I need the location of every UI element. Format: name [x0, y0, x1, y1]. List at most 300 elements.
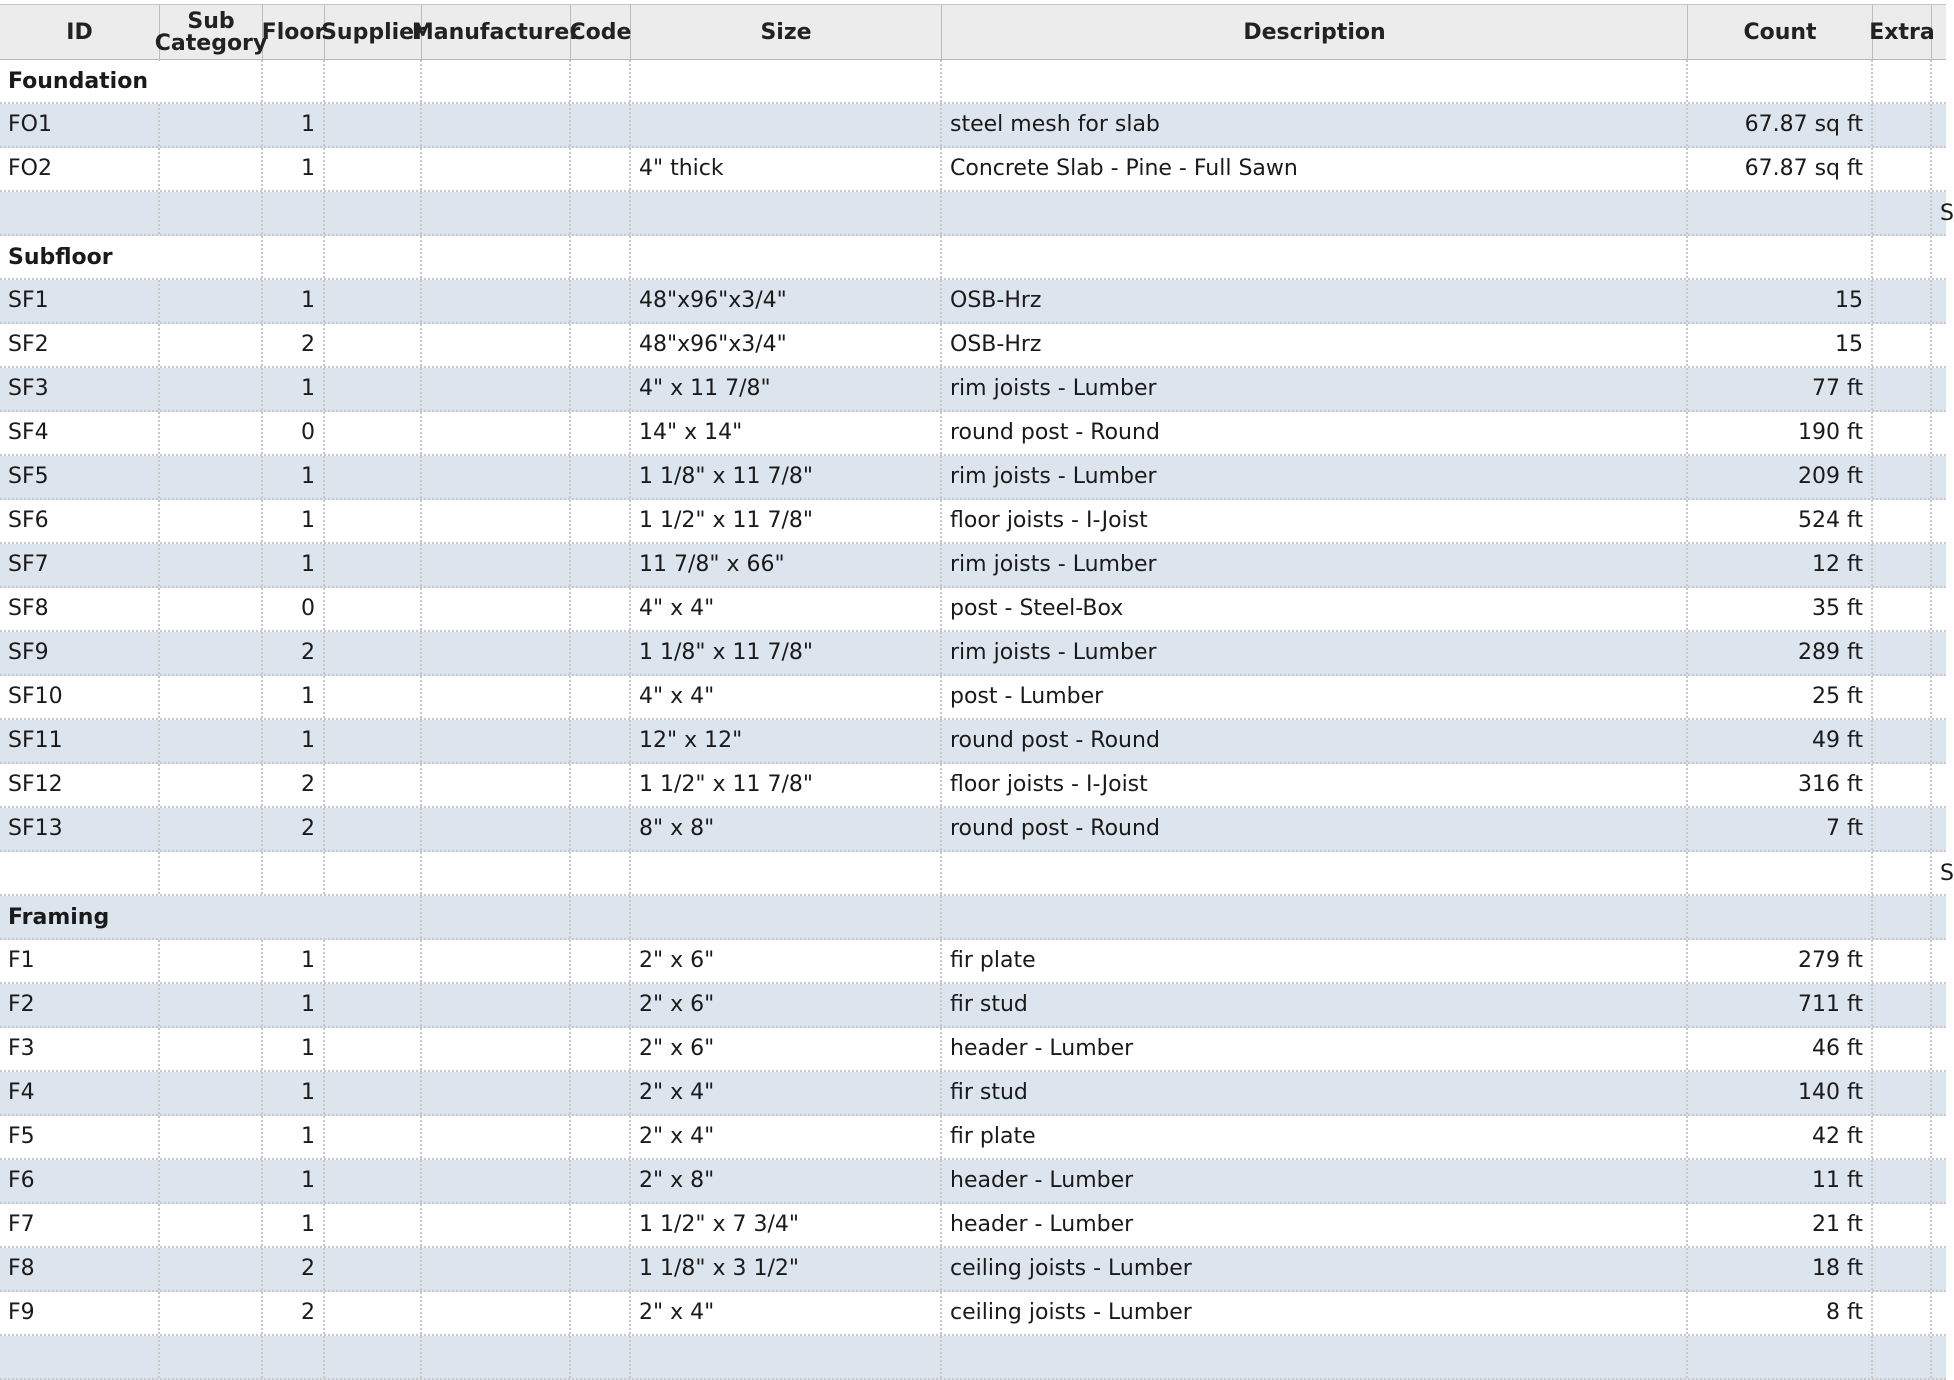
cell-id: SF7 [0, 544, 160, 586]
cell-description: fir stud [942, 1072, 1688, 1114]
cell-supplier [325, 192, 422, 234]
cell-extra [1873, 588, 1932, 630]
cell-floor [263, 1336, 325, 1378]
cell-code [571, 368, 631, 410]
cell-floor: 1 [263, 456, 325, 498]
cell-floor: 1 [263, 544, 325, 586]
cell-extra [1873, 1336, 1932, 1378]
cell-code [571, 940, 631, 982]
cell-supplier [325, 368, 422, 410]
cell-description: ceiling joists - Lumber [942, 1248, 1688, 1290]
cell-sub-category [160, 808, 263, 850]
cell-extra [1873, 324, 1932, 366]
cell-id: FO1 [0, 104, 160, 146]
cell-size: 12" x 12" [631, 720, 942, 762]
cell-code [571, 1204, 631, 1246]
cell-sub-category [160, 412, 263, 454]
cell-extra [1873, 852, 1932, 894]
cell-manufacturer [422, 896, 571, 938]
cell-code [571, 632, 631, 674]
cell-floor: 1 [263, 368, 325, 410]
cell-count [1688, 896, 1873, 938]
cell-description: header - Lumber [942, 1160, 1688, 1202]
cell-count: 711 ft [1688, 984, 1873, 1026]
cell-size: 1 1/8" x 11 7/8" [631, 632, 942, 674]
cell-description: steel mesh for slab [942, 104, 1688, 146]
table-row[interactable] [0, 1204, 1946, 1248]
cell-supplier [325, 1116, 422, 1158]
cell-size: 48"x96"x3/4" [631, 280, 942, 322]
cell-extra [1873, 1072, 1932, 1114]
cell-manufacturer [422, 1336, 571, 1378]
cell-description: OSB-Hrz [942, 324, 1688, 366]
cell-size [631, 1336, 942, 1378]
cell-manufacturer [422, 1116, 571, 1158]
cell-count: 25 ft [1688, 676, 1873, 718]
cell-extra [1873, 632, 1932, 674]
cell-count: 7 ft [1688, 808, 1873, 850]
table-row[interactable] [0, 104, 1946, 148]
cell-count: 35 ft [1688, 588, 1873, 630]
table-row[interactable] [0, 1248, 1946, 1292]
cell-manufacturer [422, 412, 571, 454]
cell-size: 2" x 6" [631, 940, 942, 982]
cell-count: 524 ft [1688, 500, 1873, 542]
cell-code [571, 1160, 631, 1202]
blank-row[interactable] [0, 852, 1954, 896]
cell-size: 48"x96"x3/4" [631, 324, 942, 366]
cell-extra [1873, 720, 1932, 762]
cell-manufacturer [422, 588, 571, 630]
column-header-manufacturer[interactable]: Manufacturer [422, 5, 571, 61]
cell-size: 1 1/2" x 7 3/4" [631, 1204, 942, 1246]
cell-id: SF3 [0, 368, 160, 410]
cell-sub-category [160, 280, 263, 322]
cell-count [1688, 192, 1873, 234]
cell-manufacturer [422, 456, 571, 498]
table-row[interactable] [0, 808, 1946, 852]
table-row[interactable] [0, 456, 1946, 500]
table-row[interactable] [0, 764, 1946, 808]
cell-id: F3 [0, 1028, 160, 1070]
cell-code [571, 1116, 631, 1158]
cell-count [1688, 60, 1873, 102]
cell-id: SF10 [0, 676, 160, 718]
cell-supplier [325, 984, 422, 1026]
cell-size: 1 1/8" x 11 7/8" [631, 456, 942, 498]
cell-count: 316 ft [1688, 764, 1873, 806]
cell-supplier [325, 456, 422, 498]
cell-supplier [325, 676, 422, 718]
cell-size: 4" x 4" [631, 588, 942, 630]
cell-id: F4 [0, 1072, 160, 1114]
cell-extra [1873, 412, 1932, 454]
cell-size [631, 60, 942, 102]
cell-floor: 2 [263, 1292, 325, 1334]
cell-manufacturer [422, 808, 571, 850]
cell-supplier [325, 720, 422, 762]
cell-supplier [325, 896, 422, 938]
cell-sub-category [160, 1336, 263, 1378]
cell-count: 279 ft [1688, 940, 1873, 982]
table-header [0, 4, 1946, 60]
cell-manufacturer [422, 236, 571, 278]
section-label: Subfloor [8, 244, 113, 270]
blank-row[interactable] [0, 192, 1954, 236]
cell-code [571, 280, 631, 322]
cell-manufacturer [422, 676, 571, 718]
cell-count: 11 ft [1688, 1160, 1873, 1202]
cell-id [0, 1336, 160, 1378]
cell-floor: 2 [263, 324, 325, 366]
column-header-size[interactable]: Size [631, 5, 942, 61]
cell-code [571, 676, 631, 718]
cell-supplier [325, 1204, 422, 1246]
cell-manufacturer [422, 720, 571, 762]
cell-size [631, 104, 942, 146]
cell-count: 18 ft [1688, 1248, 1873, 1290]
cell-extra [1873, 104, 1932, 146]
cell-count [1688, 852, 1873, 894]
cell-sub-category [160, 1248, 263, 1290]
cell-manufacturer [422, 764, 571, 806]
cell-description [942, 192, 1688, 234]
table-row[interactable] [0, 984, 1946, 1028]
cell-count: 15 [1688, 280, 1873, 322]
cell-code [571, 500, 631, 542]
section-label: Framing [0, 896, 333, 938]
column-header-code[interactable]: Code [571, 5, 631, 61]
cell-count: 190 ft [1688, 412, 1873, 454]
cell-floor: 2 [263, 808, 325, 850]
table-row[interactable] [0, 280, 1946, 324]
section-row[interactable] [0, 896, 1946, 940]
cell-floor: 1 [263, 148, 325, 190]
table-row[interactable] [0, 1160, 1946, 1204]
cell-extra [1873, 1160, 1932, 1202]
cell-supplier [325, 1028, 422, 1070]
cell-description: round post - Round [942, 808, 1688, 850]
cell-description: floor joists - I-Joist [942, 500, 1688, 542]
cell-manufacturer [422, 1028, 571, 1070]
cell-description: rim joists - Lumber [942, 632, 1688, 674]
cell-manufacturer [422, 368, 571, 410]
blank-row[interactable] [0, 1336, 1946, 1380]
column-header-supplier[interactable]: Supplier [325, 5, 422, 61]
cell-description: fir plate [942, 1116, 1688, 1158]
cell-code [571, 324, 631, 366]
cell-count: 77 ft [1688, 368, 1873, 410]
cell-extra [1873, 544, 1932, 586]
cell-size [631, 852, 942, 894]
cell-manufacturer [422, 544, 571, 586]
cell-count: 21 ft [1688, 1204, 1873, 1246]
cell-floor: 1 [263, 676, 325, 718]
cell-supplier [325, 632, 422, 674]
table-row[interactable] [0, 676, 1946, 720]
cell-id: SF9 [0, 632, 160, 674]
cell-code [571, 852, 631, 894]
cell-size: 2" x 4" [631, 1116, 942, 1158]
cell-description [942, 60, 1688, 102]
column-header-sub-category[interactable]: Sub Category [160, 5, 263, 61]
table-row[interactable] [0, 1072, 1946, 1116]
cell-description: rim joists - Lumber [942, 368, 1688, 410]
cell-id: SF11 [0, 720, 160, 762]
cell-extra [1873, 676, 1932, 718]
cell-supplier [325, 412, 422, 454]
cell-code [571, 1292, 631, 1334]
cell-size: 4" thick [631, 148, 942, 190]
table-row[interactable] [0, 412, 1946, 456]
cell-extra [1873, 368, 1932, 410]
cell-sub-category [160, 1204, 263, 1246]
cell-code [571, 588, 631, 630]
cell-manufacturer [422, 1072, 571, 1114]
cell-manufacturer [422, 280, 571, 322]
cell-code [571, 1028, 631, 1070]
cell-code [571, 720, 631, 762]
cell-extra [1873, 192, 1932, 234]
cell-supplier [325, 1160, 422, 1202]
cell-manufacturer [422, 324, 571, 366]
cell-sub-category [160, 764, 263, 806]
cell-manufacturer [422, 940, 571, 982]
column-header-description[interactable]: Description [942, 5, 1688, 61]
cell-manufacturer [422, 1292, 571, 1334]
cell-count: 67.87 sq ft [1688, 104, 1873, 146]
cell-id: SF5 [0, 456, 160, 498]
cell-description: round post - Round [942, 720, 1688, 762]
cell-manufacturer [422, 1204, 571, 1246]
table-row[interactable] [0, 368, 1946, 412]
cell-extra [1873, 1292, 1932, 1334]
cell-code [571, 148, 631, 190]
cell-description: floor joists - I-Joist [942, 764, 1688, 806]
cell-size: 2" x 8" [631, 1160, 942, 1202]
cell-description: post - Steel-Box [942, 588, 1688, 630]
column-header-extra[interactable]: Extra [1873, 5, 1932, 61]
cell-supplier [325, 544, 422, 586]
cell-count: 42 ft [1688, 1116, 1873, 1158]
cell-size: 8" x 8" [631, 808, 942, 850]
cell-supplier [325, 764, 422, 806]
column-header-id[interactable]: ID [0, 5, 160, 61]
section-row[interactable] [0, 60, 1946, 104]
cell-extra [1873, 984, 1932, 1026]
cell-supplier [325, 324, 422, 366]
cell-supplier [325, 1336, 422, 1378]
cell-code [571, 412, 631, 454]
cell-floor: 1 [263, 1116, 325, 1158]
cell-floor: 1 [263, 1028, 325, 1070]
cell-floor [263, 192, 325, 234]
cell-extra [1873, 456, 1932, 498]
cell-id [0, 852, 160, 894]
table-row[interactable] [0, 940, 1946, 984]
cell-floor: 0 [263, 412, 325, 454]
cell-count: 289 ft [1688, 632, 1873, 674]
cell-size [631, 896, 942, 938]
cell-description [942, 1336, 1688, 1378]
cell-size: 11 7/8" x 66" [631, 544, 942, 586]
cell-code [571, 1248, 631, 1290]
cell-size: 2" x 4" [631, 1072, 942, 1114]
cell-sub-category [160, 588, 263, 630]
cell-supplier [325, 60, 422, 102]
cell-count: 49 ft [1688, 720, 1873, 762]
cell-code [571, 764, 631, 806]
cell-id: SF13 [0, 808, 160, 850]
cell-size: 1 1/2" x 11 7/8" [631, 500, 942, 542]
column-header-count[interactable]: Count [1688, 5, 1873, 61]
cell-count: 15 [1688, 324, 1873, 366]
cell-manufacturer [422, 60, 571, 102]
cell-extra [1873, 60, 1932, 102]
cell-supplier [325, 588, 422, 630]
cell-sub-category [160, 456, 263, 498]
cell-description: round post - Round [942, 412, 1688, 454]
cell-sub-category [160, 104, 263, 146]
cell-supplier [325, 1292, 422, 1334]
cell-sub-category [160, 852, 263, 894]
cell-count: 140 ft [1688, 1072, 1873, 1114]
cell-code [571, 236, 631, 278]
cell-code [571, 1336, 631, 1378]
cell-size: 2" x 4" [631, 1292, 942, 1334]
cell-size: 1 1/2" x 11 7/8" [631, 764, 942, 806]
cell-description: Concrete Slab - Pine - Full Sawn [942, 148, 1688, 190]
cell-extra [1873, 500, 1932, 542]
cell-sub-category [160, 1292, 263, 1334]
table-row[interactable] [0, 324, 1946, 368]
cell-supplier [325, 1248, 422, 1290]
cell-floor: 1 [263, 984, 325, 1026]
cell-manufacturer [422, 984, 571, 1026]
table-row[interactable] [0, 1116, 1946, 1160]
cell-code [571, 456, 631, 498]
cell-description [942, 236, 1688, 278]
cell-manufacturer [422, 192, 571, 234]
cell-id: FO2 [0, 148, 160, 190]
cell-sub-category [160, 324, 263, 366]
cell-sub-category [160, 368, 263, 410]
cell-description: ceiling joists - Lumber [942, 1292, 1688, 1334]
cell-code [571, 104, 631, 146]
cell-code [571, 544, 631, 586]
cell-size: 2" x 6" [631, 1028, 942, 1070]
cell-supplier [325, 852, 422, 894]
cell-floor: 1 [263, 1072, 325, 1114]
cell-extra [1873, 1248, 1932, 1290]
column-header-floor[interactable]: Floor [263, 5, 325, 61]
cell-extra [1873, 280, 1932, 322]
cell-sub-category [160, 1072, 263, 1114]
clipped-column-text: S [1940, 200, 1954, 226]
cell-id: F8 [0, 1248, 160, 1290]
cell-sub-category [160, 632, 263, 674]
cell-count: 209 ft [1688, 456, 1873, 498]
cell-manufacturer [422, 1160, 571, 1202]
cell-count: 12 ft [1688, 544, 1873, 586]
cell-size: 4" x 11 7/8" [631, 368, 942, 410]
cell-supplier [325, 808, 422, 850]
cell-size: 1 1/8" x 3 1/2" [631, 1248, 942, 1290]
cell-description [942, 896, 1688, 938]
cell-count: 8 ft [1688, 1292, 1873, 1334]
cell-supplier [325, 104, 422, 146]
cell-manufacturer [422, 1248, 571, 1290]
cell-description: header - Lumber [942, 1204, 1688, 1246]
cell-id: F6 [0, 1160, 160, 1202]
cell-code [571, 808, 631, 850]
cell-supplier [325, 148, 422, 190]
cell-description [942, 852, 1688, 894]
cell-sub-category [160, 676, 263, 718]
table-row[interactable] [0, 588, 1946, 632]
table-row[interactable] [0, 720, 1946, 764]
cell-code [571, 896, 631, 938]
cell-extra [1873, 764, 1932, 806]
cell-manufacturer [422, 500, 571, 542]
table-row[interactable] [0, 1292, 1946, 1336]
cell-extra [1873, 148, 1932, 190]
table-row[interactable] [0, 632, 1946, 676]
cell-sub-category [160, 148, 263, 190]
cell-floor: 2 [263, 632, 325, 674]
cell-count: 46 ft [1688, 1028, 1873, 1070]
cell-description: post - Lumber [942, 676, 1688, 718]
cell-supplier [325, 500, 422, 542]
cell-extra [1873, 1204, 1932, 1246]
table-row[interactable] [0, 500, 1946, 544]
cell-floor: 2 [263, 1248, 325, 1290]
cell-floor: 1 [263, 280, 325, 322]
cell-extra [1873, 896, 1932, 938]
cell-code [571, 60, 631, 102]
cell-count [1688, 1336, 1873, 1378]
section-row[interactable] [0, 236, 1946, 280]
cell-sub-category [160, 544, 263, 586]
cell-id [0, 192, 160, 234]
cell-sub-category [160, 192, 263, 234]
cell-id: F9 [0, 1292, 160, 1334]
cell-count: 67.87 sq ft [1688, 148, 1873, 190]
cell-count [1688, 236, 1873, 278]
table-row[interactable] [0, 1028, 1946, 1072]
cell-size: 2" x 6" [631, 984, 942, 1026]
cell-id: F2 [0, 984, 160, 1026]
table-row[interactable] [0, 148, 1946, 192]
cell-id: SF4 [0, 412, 160, 454]
cell-id: F5 [0, 1116, 160, 1158]
cell-description: rim joists - Lumber [942, 456, 1688, 498]
cell-sub-category [160, 1116, 263, 1158]
cell-extra [1873, 808, 1932, 850]
cell-extra [1873, 1028, 1932, 1070]
cell-code [571, 984, 631, 1026]
cell-size [631, 236, 942, 278]
cell-code [571, 192, 631, 234]
table-row[interactable] [0, 544, 1946, 588]
cell-id: SF12 [0, 764, 160, 806]
cell-floor: 1 [263, 104, 325, 146]
cell-extra [1873, 1116, 1932, 1158]
clipped-column-text: S [1940, 860, 1954, 886]
cell-sub-category [160, 1160, 263, 1202]
cell-description: fir plate [942, 940, 1688, 982]
cell-sub-category [160, 940, 263, 982]
